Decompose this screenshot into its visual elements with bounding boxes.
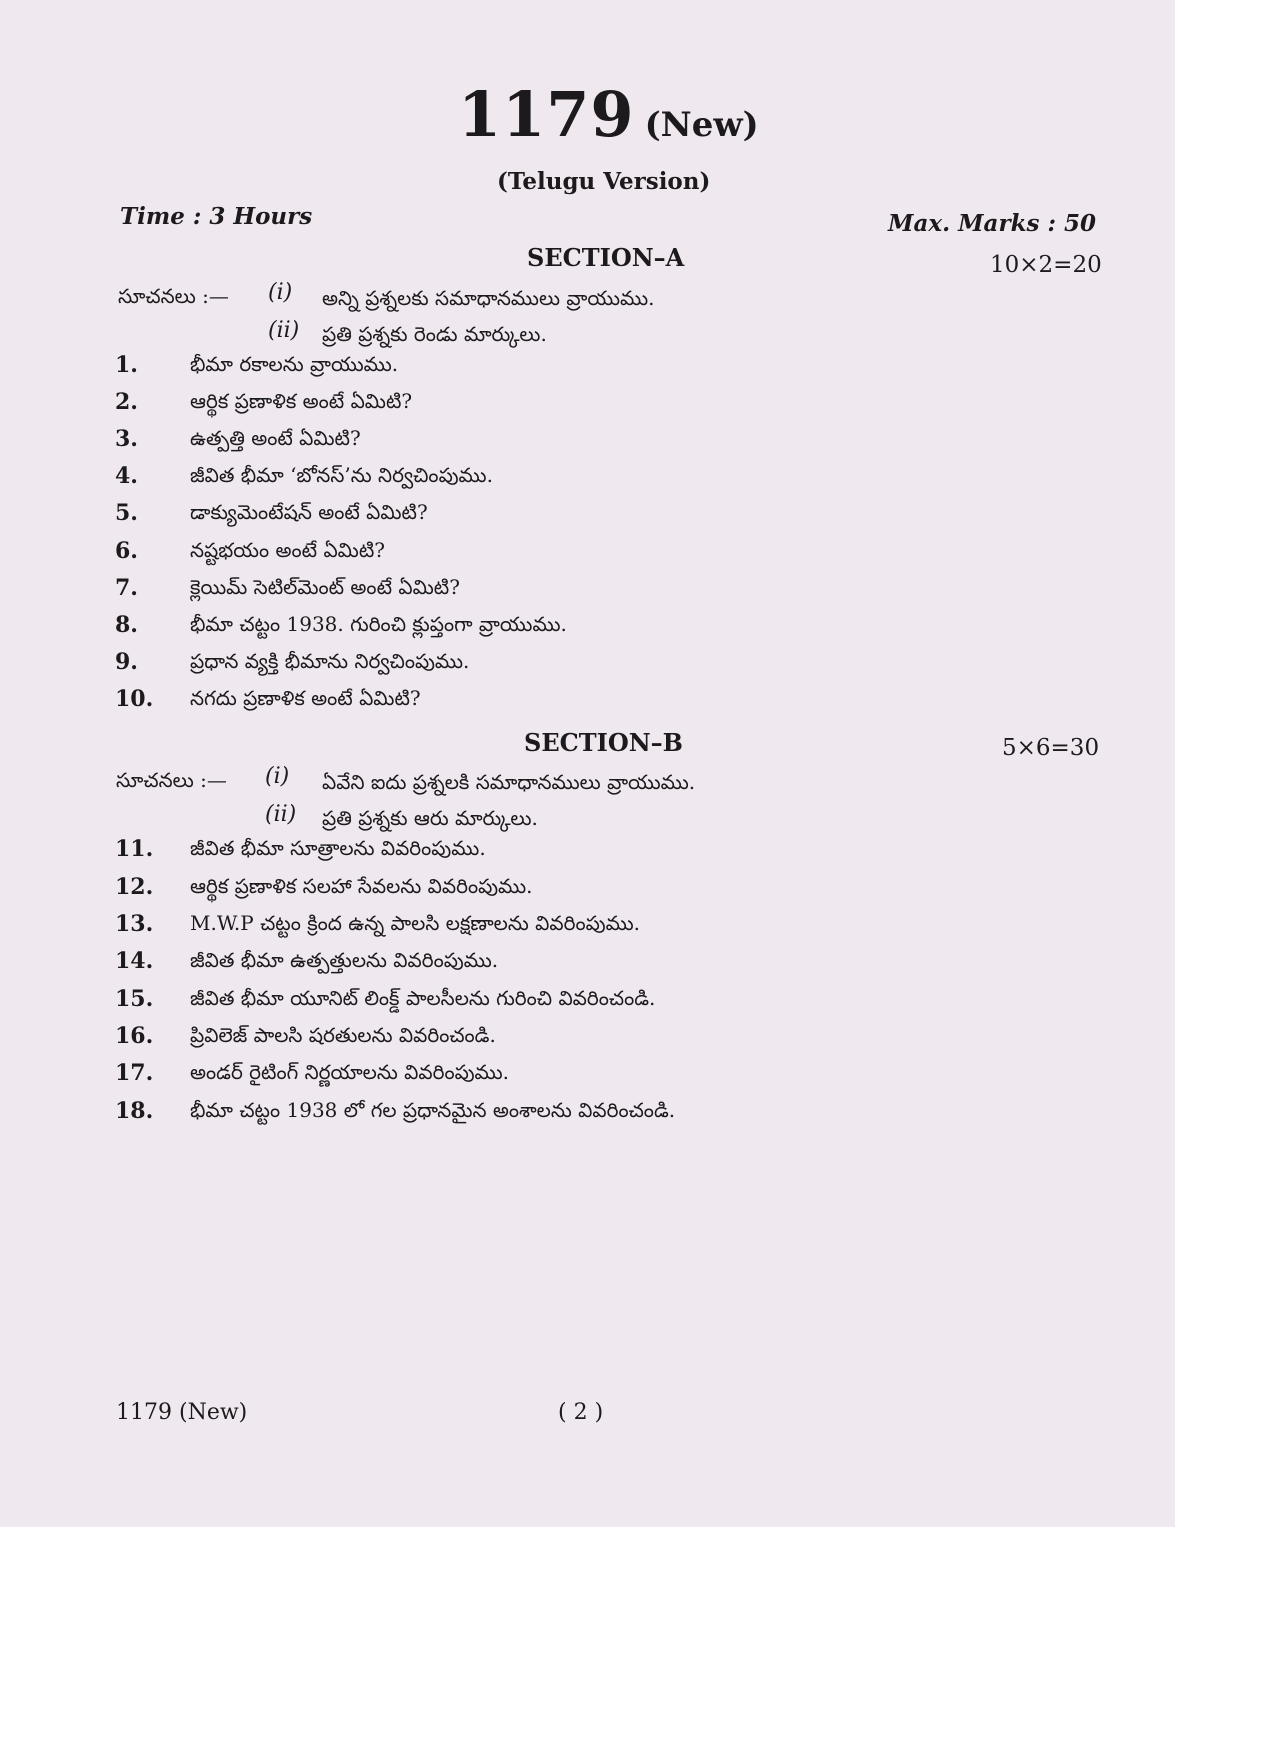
question-number: 13. [115,911,154,937]
section-a-note-1-text: అన్ని ప్రశ్నలకు సమాధానములు వ్రాయుము. [322,286,655,310]
max-marks-label: Max. Marks : 50 [888,210,1096,237]
question-number: 4. [115,463,138,489]
footer-page-number: ( 2 ) [558,1400,604,1425]
question-number: 17. [115,1060,154,1086]
time-label: Time : 3 Hours [120,203,313,230]
question-text: ఆర్థిక ప్రణాళిక అంటే ఏమిటి? [190,389,413,413]
footer-paper-code: 1179 (New) [116,1400,248,1425]
question-number: 16. [115,1023,154,1049]
section-a-note-label: సూచనలు :— [118,284,229,308]
section-a-note-1-num: (i) [268,280,293,305]
question-number: 12. [115,874,154,900]
question-number: 7. [115,575,138,601]
section-b-note-2-text: ప్రతి ప్రశ్నకు ఆరు మార్కులు. [322,806,538,830]
paper-code-suffix: (New) [644,105,759,145]
question-text: జీవిత భీమా ‘బోనస్’ను నిర్వచింపుము. [190,463,493,487]
section-b-note-1-text: ఏవేని ఐదు ప్రశ్నలకి సమాధానములు వ్రాయుము. [322,770,696,794]
question-text: భీమా చట్టం 1938. గురించి క్లుప్తంగా వ్రాయుము. [190,612,567,636]
question-text: జీవిత భీమా సూత్రాలను వివరింపుము. [190,836,486,860]
question-number: 11. [115,836,154,862]
question-text: క్లెయిమ్ సెటిల్‌మెంట్ అంటే ఏమిటి? [190,575,460,599]
question-number: 14. [115,948,154,974]
section-b-note-label: సూచనలు :— [116,768,227,792]
question-text: ఉత్పత్తి అంటే ఏమిటి? [190,426,361,450]
section-b-note-2-num: (ii) [265,802,297,827]
question-text: అండర్ రైటింగ్ నిర్ణయాలను వివరింపుము. [190,1060,509,1084]
question-text: M.W.P చట్టం క్రింద ఉన్న పాలసి లక్షణాలను వివరింపుము. [190,911,641,935]
question-text: నగదు ప్రణాళిక అంటే ఏమిటి? [190,686,421,710]
question-number: 18. [115,1098,154,1124]
section-b-note-1-num: (i) [265,764,290,789]
section-a-note-2-num: (ii) [268,318,300,343]
question-text: జీవిత భీమా యూనిట్ లింక్డ్ పాలసీలను గురించి వివరించండి. [190,986,656,1010]
question-text: డాక్యుమెంటేషన్ అంటే ఏమిటి? [190,500,428,524]
question-text: భీమా చట్టం 1938 లో గల ప్రధానమైన అంశాలను వివరించండి. [190,1098,676,1122]
question-number: 1. [115,352,138,378]
question-text: భీమా రకాలను వ్రాయుము. [190,352,399,376]
question-text: ప్రివిలెజ్ పాలసి షరతులను వివరించండి. [190,1023,496,1047]
question-number: 8. [115,612,138,638]
section-a-note-2-text: ప్రతి ప్రశ్నకు రెండు మార్కులు. [322,322,547,346]
question-text: నష్టభయం అంటే ఏమిటి? [190,538,385,562]
section-a-heading: SECTION–A [527,243,685,272]
paper-title [458,78,759,151]
question-number: 5. [115,500,138,526]
section-b-heading: SECTION–B [524,728,683,757]
section-a-marks: 10×2=20 [990,252,1102,278]
paper-code: 1179 [458,78,635,151]
question-number: 15. [115,986,154,1012]
question-number: 2. [115,389,138,415]
version-label: (Telugu Version) [497,168,711,195]
question-number: 9. [115,649,138,675]
question-text: ఆర్థిక ప్రణాళిక సలహా సేవలను వివరింపుము. [190,874,533,898]
question-number: 6. [115,538,138,564]
section-b-marks: 5×6=30 [1002,735,1100,761]
question-number: 10. [115,686,154,712]
question-text: ప్రధాన వ్యక్తి భీమాను నిర్వచింపుము. [190,649,470,673]
question-text: జీవిత భీమా ఉత్పత్తులను వివరింపుము. [190,948,499,972]
question-number: 3. [115,426,138,452]
